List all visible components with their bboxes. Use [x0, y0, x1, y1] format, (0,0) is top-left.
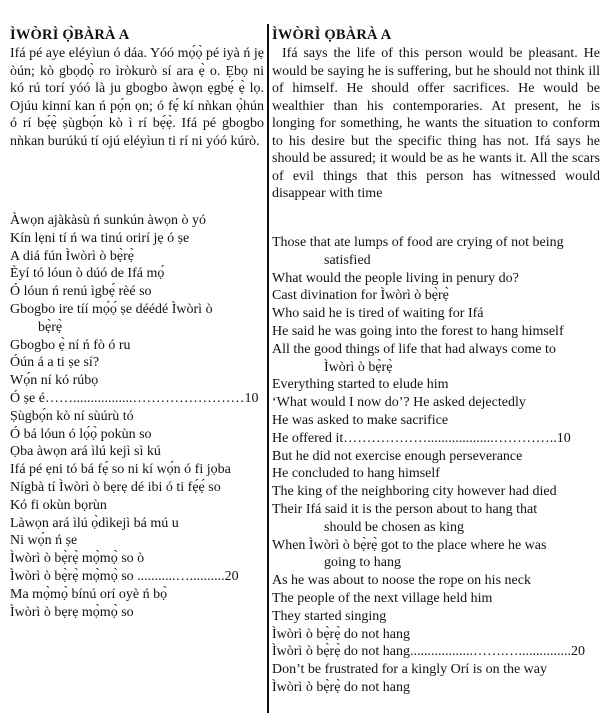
verse-line: Ṣùgbọ́n kò ní sùúrù tó	[10, 408, 134, 424]
verse-line: He was asked to make sacrifice	[272, 412, 449, 428]
verse-line: The king of the neighboring city however had died	[272, 484, 557, 500]
verse-line: Ìwòrì ò bẹ̀rẹ̀ do not hang	[272, 679, 411, 695]
verse-continuation: Ìwòrì ò bẹ̀rẹ̀	[324, 359, 393, 375]
verse-line: But he did not exercise enough perseverance	[272, 448, 523, 464]
english-heading: ÌWÒRÌ ỌBÀRÀ A	[272, 27, 392, 43]
verse-line: As he was about to noose the rope on his neck	[272, 573, 531, 589]
verse-line-numbered: Ó ṣe é…….................……………………10	[10, 390, 259, 406]
column-divider	[267, 24, 269, 713]
verse-continuation: bẹ̀rẹ̀	[38, 319, 63, 335]
verse-line: Ìwòrì ò bẹ̀rẹ̀ do not hang	[272, 626, 411, 642]
verse-line: A diá fún Ìwòrì ò bẹ̀rẹ̀	[10, 248, 135, 264]
verse-line-numbered: He offered it………………...................…………..10	[272, 430, 571, 446]
verse-line: Everything started to elude him	[272, 377, 449, 393]
verse-line: Ifá pé ẹni tó bá fẹ́ so ni kí wọ́n ó fi jọba	[10, 462, 231, 478]
verse-line: Ọba àwọn ará ìlú kejì sì kú	[10, 444, 161, 460]
verse-line: What would the people living in penury do?	[272, 270, 519, 286]
verse-line: Ó bá lóun ó lọ́ọ̀ pokùn so	[10, 426, 152, 442]
verse-line: Ó lóun ń renú ìgbẹ́ rèé so	[10, 284, 152, 300]
verse-line: ‘What would I now do’? He asked dejectedly	[272, 395, 526, 411]
verse-line: Kó fi okùn bọrùn	[10, 497, 107, 513]
verse-line: The people of the next village held him	[272, 590, 493, 606]
verse-line: Their Ifá said it is the person about to hang that should be chosen as king	[272, 501, 602, 537]
verse-line: Ni wọ́n ń ṣe	[10, 533, 78, 549]
verse-line-numbered: Ìwòrì ò bẹ̀rẹ̀ mọ̀mọ̀ so ...........…..........20	[10, 568, 239, 584]
verse-line: Nígbà tí Ìwòrì ò bẹrẹ dé ibi ó ti fẹ́ẹ́ so	[10, 479, 221, 495]
yoruba-verse-list	[10, 212, 266, 621]
verse-line: Ìwòrì ò bẹrẹ mọ̀mọ̀ so	[10, 604, 134, 620]
verse-line: All the good things of life that had always come to Ìwòrì ò bẹ̀rẹ̀	[272, 341, 602, 377]
verse-line: Ìwòrì ò bẹ̀rẹ̀ mọ̀mọ̀ so ò	[10, 551, 145, 567]
verse-continuation: satisfied	[324, 252, 371, 268]
verse-line: Wọ́n ní kó rúbọ	[10, 373, 99, 389]
verse-continuation: going to hang	[324, 555, 401, 571]
verse-line: Gbogbo ire tíí mọ́ọ́ ṣe déédé Ìwòrì ò bẹ̀rẹ̀	[10, 301, 266, 337]
verse-line-numbered: Ìwòrì ò bẹ̀rẹ̀ do not hang..................…….…...............20	[272, 644, 586, 660]
verse-line: Àwọn ajàkàsù ń sunkún àwọn ò yó	[10, 213, 206, 228]
verse-continuation: should be chosen as king	[324, 519, 464, 535]
verse-line: Kín lẹni tí ń wa tinú orirí jẹ ó ṣe	[10, 230, 190, 246]
english-paragraph: Ifá says the life of this person would be pleasant. He would be saying he is suffering, but he should not think ill of himself. He should offer sacrifices. He would be wealthier than his contemporaries. At present, he is longing for something, he wants the situation to conform to his desire but the specific thing has not. Ifá says he should be assured; it would be as he wants it. All the scars of evil things that this person has witnessed would disappear with time	[272, 46, 600, 201]
english-verse-list	[272, 234, 602, 697]
yoruba-heading: ÌWÒRÌ Ọ̀BÀRÀ A	[10, 27, 130, 43]
verse-line: They started singing	[272, 608, 387, 624]
verse-line: Don’t be frustrated for a kingly Orí is on the way	[272, 662, 548, 678]
yoruba-paragraph: Ifá pé aye eléyìun ó dáa. Yóó mọ́ọ̀ pé iyà ń jẹ òún; kò gbọdọ̀ ro ìròkurò sí ara ẹ̀ o. Ẹbọ ni kó rú torí yóó là ju gbogbo àwọn ẹgbẹ́ ẹ̀ lọ. Ojúu kinní kan ń pọ́n ọn; ó fẹ́ kí nǹkan ọ̀hún ó rí bẹ́ẹ̀ ṣùgbọ́n kò ì rí bẹ́ẹ̀. Ifá pé gbogbo nǹkan burúkú tí ojú eléyìun ti rí ni yóó kúrò.	[10, 46, 264, 149]
verse-line: Làwọn ará ìlú ọ̀dìkejì bá mú u	[10, 515, 179, 531]
verse-line: Cast divination for Ìwòrì ò bẹ̀rẹ̀	[272, 288, 449, 304]
verse-line: Ma mọ̀mọ̀ bínú orí oyè ń bọ̀	[10, 586, 168, 602]
verse-line: Who said he is tired of waiting for Ifá	[272, 306, 484, 322]
verse-line: He said he was going into the forest to hang himself	[272, 323, 564, 339]
verse-line: Gbogbo ẹ̀ ní ń fò ó ru	[10, 337, 131, 353]
verse-line: Those that ate lumps of food are crying of not being satisfied	[272, 234, 602, 270]
verse-line: He concluded to hang himself	[272, 466, 440, 482]
verse-line: When Ìwòrì ò bẹ̀rẹ̀ got to the place where he was going to hang	[272, 537, 602, 573]
verse-line: Èyí tó lóun ò dúó de Ifá mọ́	[10, 266, 165, 282]
verse-line: Óún á a ti ṣe sí?	[10, 355, 100, 371]
